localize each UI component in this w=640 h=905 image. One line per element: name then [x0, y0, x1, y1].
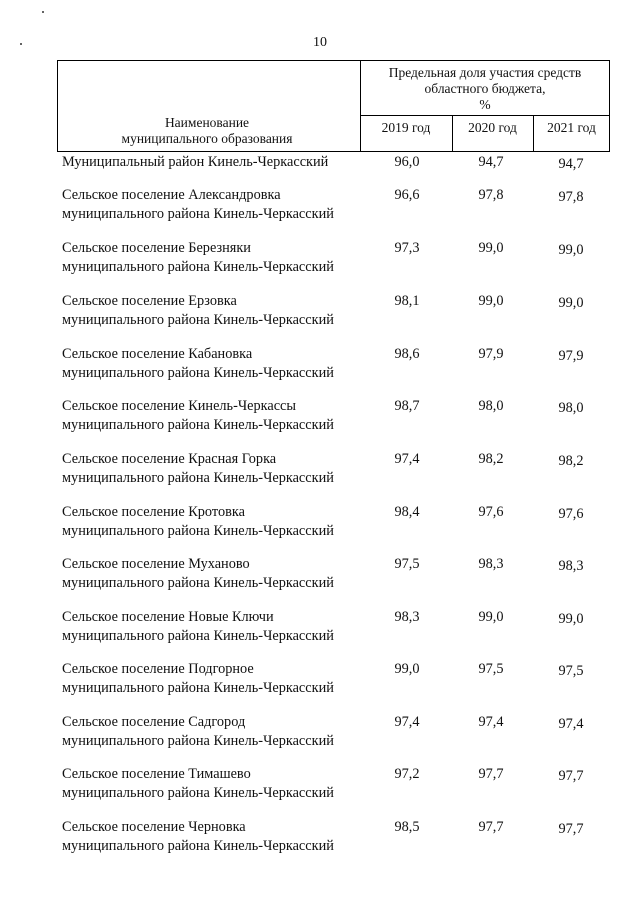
value-2020: 97,7 [478, 819, 504, 835]
value-2020: 97,9 [478, 346, 504, 362]
table-row [0, 503, 640, 543]
table-row [0, 239, 640, 279]
value-2020: 98,3 [478, 556, 504, 572]
value-2019: 97,5 [394, 556, 420, 572]
value-2021: 99,0 [558, 611, 584, 627]
value-2019: 96,0 [394, 154, 420, 170]
value-2020: 98,2 [478, 451, 504, 467]
municipality-name: Сельское поселение Муханово муниципального района Кинель-Черкасский [62, 556, 334, 591]
municipality-name: Сельское поселение Черновка муниципального района Кинель-Черкасский [62, 819, 334, 854]
header-line [57, 60, 610, 61]
table-row [0, 397, 640, 437]
value-2021: 99,0 [558, 242, 584, 258]
value-2019: 99,0 [394, 661, 420, 677]
municipality-name: Сельское поселение Красная Горка муниципального района Кинель-Черкасский [62, 451, 334, 486]
municipality-name: Сельское поселение Александровка муниципального района Кинель-Черкасский [62, 187, 334, 222]
value-2021: 99,0 [558, 295, 584, 311]
value-2020: 97,7 [478, 766, 504, 782]
header-budget-share: Предельная доля участия средств областного бюджета, % [388, 65, 582, 112]
value-2020: 99,0 [478, 240, 504, 256]
municipality-name: Сельское поселение Кротовка муниципального района Кинель-Черкасский [62, 504, 334, 539]
value-2019: 98,6 [394, 346, 420, 362]
value-2019: 97,2 [394, 766, 420, 782]
header-year-2021: 2021 год [547, 120, 596, 135]
value-2019: 97,4 [394, 714, 420, 730]
value-2021: 97,9 [558, 348, 584, 364]
value-2019: 98,1 [394, 293, 420, 309]
value-2021: 97,5 [558, 663, 584, 679]
value-2021: 98,0 [558, 400, 584, 416]
table-row [0, 608, 640, 648]
header-name-column: Наименование муниципального образования [121, 115, 293, 146]
header-line [57, 151, 610, 152]
table-row [0, 345, 640, 385]
municipality-name: Сельское поселение Тимашево муниципального района Кинель-Черкасский [62, 766, 334, 801]
value-2019: 98,7 [394, 398, 420, 414]
municipality-name: Муниципальный район Кинель-Черкасский [62, 154, 329, 170]
table-row [0, 765, 640, 805]
value-2021: 98,2 [558, 453, 584, 469]
scan-speck [42, 11, 44, 13]
value-2021: 97,4 [558, 716, 584, 732]
header-line [360, 115, 610, 116]
page-number: 10 [313, 35, 327, 50]
value-2020: 94,7 [478, 154, 504, 170]
table-row [0, 818, 640, 858]
value-2021: 98,3 [558, 558, 584, 574]
table-row [0, 713, 640, 753]
value-2021: 97,8 [558, 189, 584, 205]
municipality-name: Сельское поселение Кабановка муниципального района Кинель-Черкасский [62, 346, 334, 381]
table-row [0, 450, 640, 490]
value-2019: 98,5 [394, 819, 420, 835]
municipality-name: Сельское поселение Подгорное муниципального района Кинель-Черкасский [62, 661, 334, 696]
value-2020: 99,0 [478, 293, 504, 309]
value-2019: 97,3 [394, 240, 420, 256]
table-header [57, 60, 610, 152]
table-row [0, 555, 640, 595]
value-2021: 97,7 [558, 821, 584, 837]
header-year-2019: 2019 год [381, 120, 431, 135]
value-2020: 97,5 [478, 661, 504, 677]
value-2020: 99,0 [478, 609, 504, 625]
value-2020: 97,4 [478, 714, 504, 730]
municipality-name: Сельское поселение Кинель-Черкассы муниципального района Кинель-Черкасский [62, 398, 334, 433]
header-year-2020: 2020 год [468, 120, 517, 135]
municipality-name: Сельское поселение Новые Ключи муниципального района Кинель-Черкасский [62, 609, 334, 644]
municipality-name: Сельское поселение Садгород муниципального района Кинель-Черкасский [62, 714, 334, 749]
table-row [0, 186, 640, 226]
municipality-name: Сельское поселение Березняки муниципального района Кинель-Черкасский [62, 240, 334, 275]
value-2019: 97,4 [394, 451, 420, 467]
table-row [0, 660, 640, 700]
value-2020: 97,8 [478, 187, 504, 203]
value-2021: 97,6 [558, 506, 584, 522]
value-2019: 98,4 [394, 504, 420, 520]
value-2021: 94,7 [558, 156, 584, 172]
value-2021: 97,7 [558, 768, 584, 784]
value-2020: 98,0 [478, 398, 504, 414]
table-row [0, 292, 640, 332]
value-2020: 97,6 [478, 504, 504, 520]
municipality-name: Сельское поселение Ерзовка муниципального района Кинель-Черкасский [62, 293, 334, 328]
value-2019: 96,6 [394, 187, 420, 203]
value-2019: 98,3 [394, 609, 420, 625]
header-line [57, 60, 58, 152]
